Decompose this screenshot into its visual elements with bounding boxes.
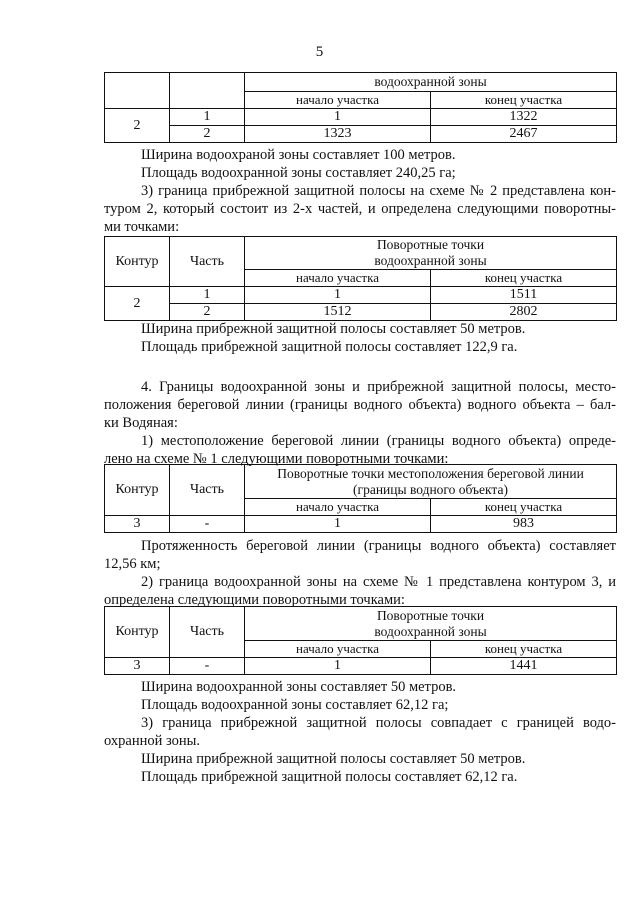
- table-cell: [105, 73, 170, 92]
- paragraph-line: положения береговой линии (границы водного объекта) водного объекта – бал-: [104, 397, 616, 413]
- part-cell: 2: [170, 126, 245, 143]
- paragraph: Площадь водоохранной зоны составляет 240,25 га;: [141, 165, 456, 181]
- part-cell: 1: [170, 109, 245, 126]
- contour-cell: 2: [105, 109, 170, 143]
- paragraph-line: 3) граница прибрежной защитной полосы на схеме № 2 представлена кон-: [141, 183, 616, 199]
- paragraph-line: охранной зоны.: [104, 733, 200, 749]
- end-cell: 983: [431, 516, 617, 533]
- table-row: [105, 658, 617, 675]
- section-4-heading: [104, 378, 616, 468]
- column-header-part: Часть: [170, 237, 245, 287]
- start-cell: 1: [245, 287, 431, 304]
- table-cell: [170, 92, 245, 109]
- paragraph: Ширина прибрежной защитной полосы составляет 50 метров.: [141, 321, 526, 337]
- table-header-line: Поворотные точки: [376, 237, 485, 252]
- table-cell: [105, 92, 170, 109]
- start-cell: 1: [245, 658, 431, 675]
- paragraph-line: 12,56 км;: [104, 556, 161, 572]
- end-cell: 2467: [431, 126, 617, 143]
- contour-cell: 3: [105, 516, 170, 533]
- column-header-start: начало участка: [245, 641, 431, 658]
- paragraph-line: Протяженность береговой линии (границы водного объекта) составляет: [141, 538, 616, 554]
- paragraph-line: лено на схеме № 1 следующими поворотными точками:: [104, 451, 449, 467]
- paragraph: Ширина прибрежной защитной полосы составляет 50 метров.: [141, 751, 526, 767]
- table-row: [105, 287, 617, 304]
- column-header-end: конец участка: [431, 499, 617, 516]
- column-header-contour: Контур: [105, 607, 170, 658]
- paragraph-line: ми точками:: [104, 219, 180, 235]
- paragraph-line: 4. Границы водоохранной зоны и прибрежной защитной полосы, место-: [141, 379, 616, 395]
- start-cell: 1512: [245, 304, 431, 321]
- paragraph-block-2: [104, 320, 616, 356]
- table-header: [245, 237, 617, 270]
- paragraph: Ширина водоохранной зоны составляет 50 метров.: [141, 679, 457, 695]
- contour-cell: 2: [105, 287, 170, 321]
- page-number: 5: [315, 44, 324, 60]
- column-header-contour: Контур: [105, 465, 170, 516]
- column-header-end: конец участка: [431, 270, 617, 287]
- contour-cell: 3: [105, 658, 170, 675]
- part-cell: 2: [170, 304, 245, 321]
- start-cell: 1: [245, 516, 431, 533]
- part-cell: -: [170, 516, 245, 533]
- table-row: [105, 304, 617, 321]
- column-header-start: начало участка: [245, 270, 431, 287]
- part-cell: -: [170, 658, 245, 675]
- column-header-end: конец участка: [431, 641, 617, 658]
- table-header-line: Поворотные точки: [376, 607, 485, 623]
- table-header: [245, 465, 617, 499]
- table-header-line: (границы водного объекта): [353, 481, 508, 497]
- column-header-start: начало участка: [245, 92, 431, 109]
- table-water-zone-contour-3: [104, 606, 617, 675]
- column-header-part: Часть: [170, 465, 245, 516]
- paragraph-line: туром 2, который состоит из 2-х частей, и определена следующими поворотны-: [104, 201, 616, 217]
- paragraph-line: определена следующими поворотными точками:: [104, 592, 405, 608]
- table-header: [245, 607, 617, 641]
- table-header: водоохранной зоны: [245, 73, 617, 92]
- table-shoreline-contour-3: [104, 464, 617, 533]
- paragraph: Площадь прибрежной защитной полосы составляет 122,9 га.: [141, 339, 518, 355]
- paragraph-line: ки Водяная:: [104, 415, 178, 431]
- start-cell: 1: [245, 109, 431, 126]
- paragraph-line: 2) граница водоохранной зоны на схеме № 1 представлена контуром 3, и: [141, 574, 616, 590]
- table-water-zone-contour-2: [104, 72, 617, 143]
- paragraph-line: 3) граница прибрежной защитной полосы совпадает с границей водо-: [141, 715, 616, 731]
- paragraph: Площадь водоохранной зоны составляет 62,12 га;: [141, 697, 449, 713]
- paragraph-line: 1) местоположение береговой линии (границы водного объекта) опреде-: [141, 433, 616, 449]
- table-header-line: водоохранной зоны: [374, 253, 487, 268]
- end-cell: 1322: [431, 109, 617, 126]
- column-header-start: начало участка: [245, 499, 431, 516]
- column-header-part: Часть: [170, 607, 245, 658]
- table-header-line: Поворотные точки местоположения береговой линии: [277, 465, 584, 481]
- paragraph: Площадь прибрежной защитной полосы составляет 62,12 га.: [141, 769, 518, 785]
- end-cell: 2802: [431, 304, 617, 321]
- table-row: [105, 516, 617, 533]
- table-header-line: водоохранной зоны: [374, 623, 487, 639]
- column-header-contour: Контур: [105, 237, 170, 287]
- paragraph-block-1: [104, 146, 616, 236]
- table-cell: [170, 73, 245, 92]
- start-cell: 1323: [245, 126, 431, 143]
- paragraph-block-4: [104, 678, 616, 786]
- column-header-end: конец участка: [431, 92, 617, 109]
- paragraph-block-3: [104, 537, 616, 609]
- end-cell: 1441: [431, 658, 617, 675]
- table-row: [105, 109, 617, 126]
- end-cell: 1511: [431, 287, 617, 304]
- table-row: [105, 126, 617, 143]
- paragraph: Ширина водоохраной зоны составляет 100 метров.: [141, 147, 456, 163]
- part-cell: 1: [170, 287, 245, 304]
- table-protective-strip-contour-2: [104, 236, 617, 321]
